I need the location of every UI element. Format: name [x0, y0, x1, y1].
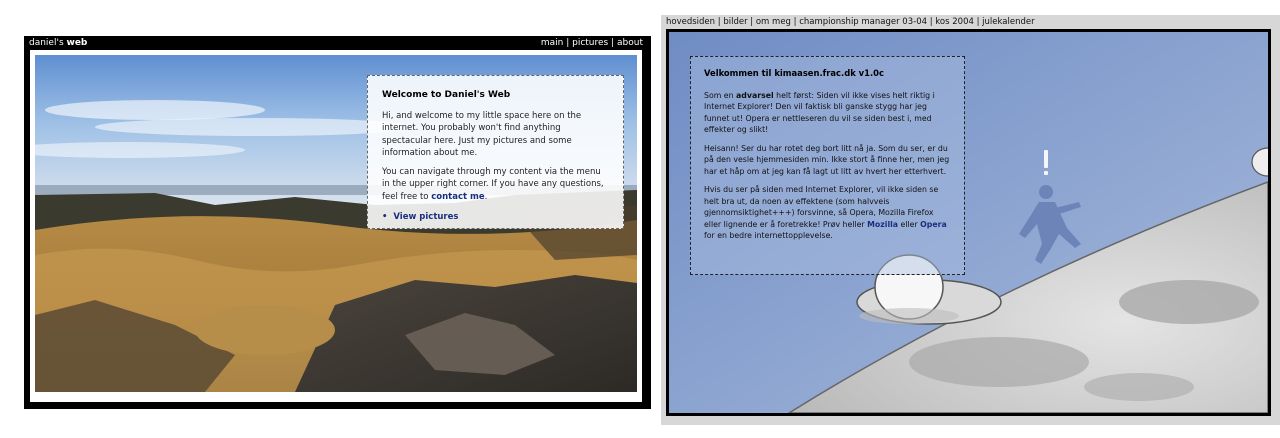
- nav-pictures-link[interactable]: pictures: [572, 38, 609, 48]
- view-pictures-item: [382, 211, 609, 224]
- brand-light: daniel's: [29, 38, 64, 48]
- velkommen-paragraph-3: [704, 184, 951, 242]
- velkommen-paragraph-1: [704, 90, 951, 136]
- welcome-title: Welcome to Daniel's Web: [382, 90, 511, 100]
- nav-separator: |: [611, 38, 615, 48]
- nav-kos-2004-link[interactable]: kos 2004: [935, 17, 974, 27]
- p3-text: Hvis du ser på siden med Internet Explorer, vil ikke siden se helt bra ut, da noen av effektene (som halvveis gjennomsiktighet+++) forsvinne, så Opera, Mozilla Firefox eller lignende er å foretrekke! Prøv heller: [704, 185, 939, 229]
- para2-end: .: [484, 191, 488, 202]
- right-nav: [666, 16, 1035, 28]
- p1-rest: helt først: Siden vil ikke vises helt riktig i Internet Explorer! Den vil faktisk bli ganske stygg har jeg funnet ut! Opera er nettleseren du vil se siden best i, med effekter og slikt!: [704, 90, 935, 134]
- nav-om-meg-link[interactable]: om meg: [755, 17, 791, 27]
- welcome-card: [367, 75, 624, 229]
- velkommen-card: [690, 56, 965, 275]
- welcome-paragraph-1: Hi, and welcome to my little space here on the internet. You probably won't find anything spectacular here. Just my pictures and some information about me.: [382, 110, 582, 158]
- contact-me-link[interactable]: contact me: [431, 191, 485, 202]
- p1-text: Som en: [704, 90, 734, 100]
- left-nav: [541, 36, 643, 50]
- daniels-web-window: [24, 36, 651, 409]
- site-brand[interactable]: [29, 36, 87, 50]
- velkommen-title: Velkommen til kimaasen.frac.dk v1.0c: [704, 68, 884, 78]
- nav-main-link[interactable]: main: [540, 38, 564, 48]
- left-top-bar: [24, 36, 651, 50]
- nav-about-link[interactable]: about: [617, 38, 643, 48]
- view-pictures-link[interactable]: View pictures: [393, 212, 459, 222]
- bullet-icon: •: [382, 212, 388, 222]
- nav-separator: |: [929, 17, 933, 27]
- nav-bilder-link[interactable]: bilder: [723, 17, 748, 27]
- opera-link[interactable]: Opera: [920, 219, 947, 229]
- welcome-paragraph-2: [382, 166, 609, 204]
- p3-mid: eller: [900, 219, 918, 229]
- velkommen-paragraph-2: Heisann! Ser du har rotet deg bort litt nå ja. Som du ser, er du på den vesle hjemmesiden min. Ikke stort å finne her, men jeg har et håp om at jeg kan få lagt ut litt av hvert her etterhvert.: [704, 143, 950, 176]
- mozilla-link[interactable]: Mozilla: [867, 219, 899, 229]
- brand-bold: web: [66, 38, 88, 48]
- nav-hovedsiden-link[interactable]: hovedsiden: [666, 17, 716, 27]
- art-frame: [666, 29, 1271, 416]
- kimaasen-window: [661, 15, 1280, 425]
- nav-separator: |: [566, 38, 570, 48]
- para2-text: You can navigate through my content via the menu in the upper right corner. If you have any questions, feel free to: [382, 166, 604, 202]
- nav-julekalender-link[interactable]: julekalender: [982, 17, 1035, 27]
- nav-separator: |: [793, 17, 797, 27]
- nav-championship-manager-link[interactable]: championship manager 03-04: [799, 17, 928, 27]
- nav-separator: |: [976, 17, 980, 27]
- p3-end: for en bedre internettopplevelse.: [704, 231, 833, 240]
- photo-frame: [30, 50, 642, 402]
- nav-separator: |: [750, 17, 754, 27]
- advarsel-word: advarsel: [736, 90, 774, 100]
- nav-separator: |: [717, 17, 721, 27]
